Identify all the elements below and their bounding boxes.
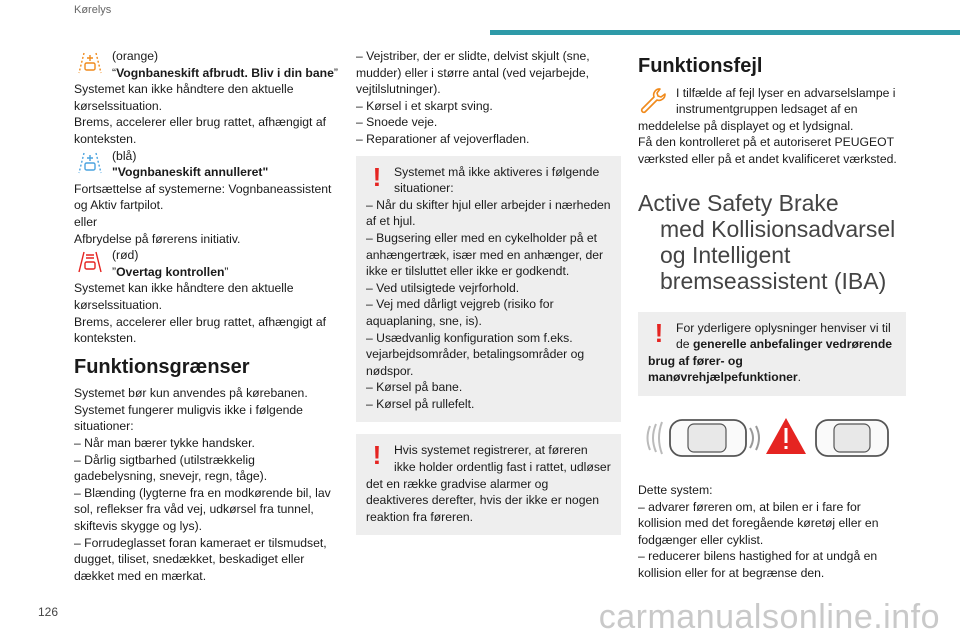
list-item: – Reparationer af vejoverfladen.	[356, 131, 530, 146]
red-label: (rød)	[112, 248, 139, 263]
list-item: – Ved utilsigtede vejrforhold.	[366, 280, 520, 295]
lane-keep-blue-icon	[74, 150, 106, 176]
limits-heading: Funktionsgrænser	[74, 355, 250, 378]
list-item: – advarer føreren om, at bilen er i fare for kollision med det foregående køretøj eller en fodgænger eller cyklist.	[638, 499, 879, 547]
red-text-1: Systemet kan ikke håndtere den aktuelle kørselssituation.	[74, 281, 294, 312]
list-item: – Når man bærer tykke handsker.	[74, 436, 255, 451]
warning-box-2	[356, 434, 621, 535]
orange-label: (orange)	[112, 49, 159, 63]
take-control-red-icon	[74, 249, 106, 275]
fault-text-1: I tilfælde af fejl lyser en advarselslampe i instrumentgruppen ledsaget af en meddelelse på displayet og et lydsignal.	[638, 85, 896, 133]
fault-text-2: Få den kontrolleret på et autoriseret PEUGEOT værksted eller på et andet kvalificeret værksted.	[638, 135, 897, 166]
list-item: – Kørsel på bane.	[366, 380, 463, 395]
red-text-2: Brems, accelerer eller brug rattet, afhængigt af konteksten.	[74, 314, 326, 346]
orange-text-1: Systemet kan ikke håndtere den aktuelle kørselssituation.	[74, 82, 294, 113]
list-item: – Kørsel i et skarpt sving.	[356, 98, 493, 113]
running-header: Kørelys	[74, 4, 112, 16]
info-box	[638, 312, 906, 396]
list-item: – Usædvanlig konfiguration som f.eks. vejarbejdsområder, betalingsområder og nødspor.	[366, 330, 585, 378]
blue-message: "Vognbaneskift annulleret"	[112, 165, 269, 180]
wrench-icon	[638, 85, 668, 115]
header-accent-bar	[490, 30, 960, 35]
warning-exclamation-icon: !	[372, 161, 382, 192]
limits-text-2: Systemet fungerer muligvis ikke i følgende situationer:	[74, 402, 303, 434]
blue-text-1: Fortsættelse af systemerne: Vognbaneassistent og Aktiv fartpilot.	[74, 181, 332, 213]
list-item: – Snoede veje.	[356, 115, 438, 130]
system-intro: Dette system:	[638, 482, 713, 497]
collision-warning-diagram	[644, 408, 894, 468]
column-right	[638, 54, 906, 582]
warning-exclamation-icon: !	[654, 317, 664, 348]
list-item: – Vej med dårligt vejgreb (risiko for aquaplaning, sne, is).	[366, 297, 554, 328]
list-item: – Kørsel på rullefelt.	[366, 396, 475, 411]
list-item: – Forrudeglasset foran kameraet er tilsmudset, dugget, tiliset, snedækket, beskadiget eller dækket med en mærkat.	[74, 535, 327, 583]
info-text: For yderligere oplysninger henviser vi til de generelle anbefalinger vedrørende brug af fører- og manøvrehjælpefunktioner.	[648, 320, 893, 385]
list-item: – Vejstriber, der er slidte, delvist skjult (sne, mudder) eller i større antal (ved vejarbejde, vejtilslutninger).	[356, 49, 590, 97]
lane-keep-orange-icon	[74, 50, 106, 76]
warning-exclamation-icon: !	[372, 440, 382, 471]
red-message: ”Overtag kontrollen”	[112, 264, 229, 279]
asb-heading: Active Safety Brake med Kollisionsadvarsel og Intelligent bremseassistent (IBA)	[638, 189, 896, 294]
watermark: carmanualsonline.info	[598, 598, 940, 636]
warning-intro: Systemet må ikke aktiveres i følgende situationer:	[394, 164, 600, 196]
blue-text-3: Afbrydelse på førerens initiativ.	[74, 231, 241, 246]
orange-message: “Vognbaneskift afbrudt. Bliv i din bane”	[112, 65, 338, 80]
list-item: – Bugsering eller med en cykelholder på et anhængertræk, især med en anhænger, der ikke er tilsluttet eller ikke er godkendt.	[366, 230, 604, 279]
list-item: – Dårlig sigtbarhed (utilstrækkelig gadebelysning, snevejr, regn, tåge).	[74, 452, 268, 484]
fault-heading: Funktionsfejl	[638, 55, 763, 77]
list-item: – Blænding (lygterne fra en modkørende bil, lav sol, reflekser fra våd vej, udkørsel fra tunnel, skiftevis skygge og lys).	[74, 485, 331, 534]
blue-label: (blå)	[112, 148, 137, 163]
warning-box-1	[356, 156, 621, 423]
warning-text: Hvis systemet registrerer, at føreren ikke holder ordentlig fast i rattet, udløser det en række gradvise alarmer og deaktiveres derefter, hvis der ikke er nogen reaktion fra føreren.	[366, 443, 611, 524]
limits-text-1: Systemet bør kun anvendes på kørebanen.	[74, 386, 308, 401]
orange-text-2: Brems, accelerer eller brug rattet, afhængigt af konteksten.	[74, 115, 326, 146]
list-item: – Når du skifter hjul eller arbejder i nærheden af et hjul.	[366, 197, 611, 229]
column-middle	[356, 48, 621, 543]
list-item: – reducerer bilens hastighed for at undgå en kollision eller for at begrænse den.	[638, 549, 878, 580]
page-number: 126	[38, 605, 59, 619]
blue-text-2: eller	[74, 214, 98, 229]
column-left	[74, 48, 339, 584]
